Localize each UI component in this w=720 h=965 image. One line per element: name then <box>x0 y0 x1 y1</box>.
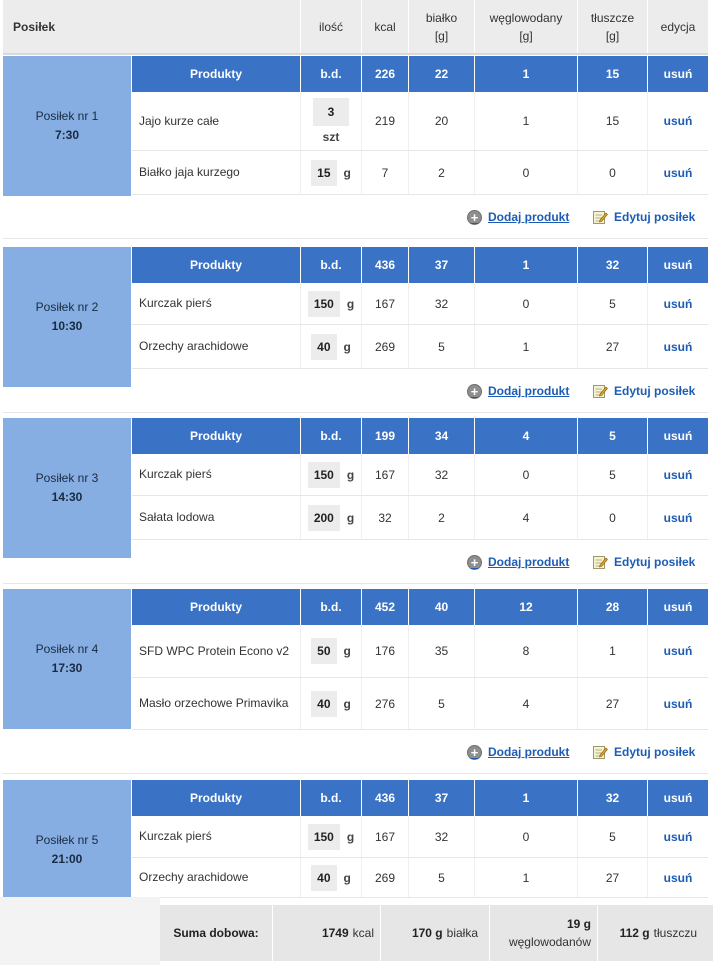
meal-name: Posiłek nr 3 <box>35 471 99 485</box>
col-header-protein-label: białko <box>425 10 458 25</box>
product-row <box>132 496 708 540</box>
products-header-carbs: 1 <box>474 56 577 92</box>
col-header-protein <box>408 0 474 53</box>
edit-note-icon <box>592 383 608 399</box>
product-fat: 15 <box>577 92 647 150</box>
meal-label <box>3 247 131 387</box>
quantity-group <box>308 505 354 531</box>
delete-product-link[interactable]: usuń <box>647 454 708 495</box>
delete-product-link[interactable]: usuń <box>647 625 708 677</box>
product-kcal: 167 <box>361 283 408 324</box>
product-name: Masło orzechowe Primavika <box>139 696 289 710</box>
products-header-fat: 32 <box>577 780 647 816</box>
products-header-protein: 37 <box>408 247 474 283</box>
product-name: Kurczak pierś <box>139 829 212 843</box>
quantity-input[interactable]: 15 <box>311 160 336 186</box>
delete-product-link[interactable]: usuń <box>647 816 708 857</box>
summary-fat <box>597 905 707 961</box>
quantity-unit: g <box>346 296 355 311</box>
add-product-link[interactable] <box>467 730 569 774</box>
product-quantity <box>300 151 361 194</box>
delete-product-link[interactable]: usuń <box>647 325 708 368</box>
product-row <box>132 858 708 898</box>
edit-note-icon <box>592 554 608 570</box>
edit-meal-label: Edytuj posiłek <box>614 210 696 224</box>
summary-carbs-value: 19 g <box>566 917 591 931</box>
delete-product-link[interactable]: usuń <box>647 283 708 324</box>
quantity-group <box>311 865 351 891</box>
product-quantity <box>300 325 361 368</box>
product-carbs: 0 <box>474 454 577 495</box>
meal-time: 21:00 <box>51 852 83 866</box>
table-header <box>3 0 708 55</box>
meal-time: 7:30 <box>54 128 80 142</box>
products-header-bd: b.d. <box>300 589 361 625</box>
delete-product-link[interactable]: usuń <box>647 858 708 897</box>
summary-label <box>160 905 272 961</box>
product-carbs: 0 <box>474 151 577 194</box>
products-header-fat: 5 <box>577 418 647 454</box>
product-kcal: 276 <box>361 678 408 729</box>
edit-meal-label: Edytuj posiłek <box>614 384 696 398</box>
add-product-label: Dodaj produkt <box>488 384 570 398</box>
quantity-input[interactable]: 40 <box>311 691 336 717</box>
meal-time: 14:30 <box>51 490 83 504</box>
products-header-row <box>132 247 708 283</box>
product-row <box>132 678 708 730</box>
products-header-bd: b.d. <box>300 418 361 454</box>
product-protein: 32 <box>408 816 474 857</box>
quantity-group <box>308 291 354 317</box>
product-name: Sałata lodowa <box>139 510 215 524</box>
add-product-label: Dodaj produkt <box>488 210 570 224</box>
product-protein: 2 <box>408 496 474 539</box>
products-header-label: Produkty <box>189 791 242 805</box>
quantity-group <box>311 638 351 664</box>
products-header-protein: 37 <box>408 780 474 816</box>
daily-summary <box>160 905 713 961</box>
product-fat: 27 <box>577 325 647 368</box>
products-header-protein: 34 <box>408 418 474 454</box>
product-quantity <box>300 625 361 677</box>
delete-product-link[interactable]: usuń <box>647 678 708 729</box>
products-header-protein: 22 <box>408 56 474 92</box>
quantity-input[interactable]: 3 <box>313 98 349 126</box>
products-header-fat: 32 <box>577 247 647 283</box>
product-protein: 5 <box>408 678 474 729</box>
add-product-label: Dodaj produkt <box>488 555 570 569</box>
product-carbs: 4 <box>474 496 577 539</box>
products-header-kcal: 436 <box>361 780 408 816</box>
product-carbs: 0 <box>474 283 577 324</box>
summary-kcal <box>272 905 380 961</box>
edit-meal-link[interactable] <box>592 540 695 584</box>
meal-label <box>3 418 131 558</box>
product-quantity <box>300 816 361 857</box>
products-header-carbs: 1 <box>474 247 577 283</box>
plus-circle-icon: + <box>467 555 482 570</box>
quantity-unit: g <box>346 467 355 482</box>
products-header-label: Produkty <box>189 67 242 81</box>
products-header-protein: 40 <box>408 589 474 625</box>
edit-note-icon <box>592 744 608 760</box>
summary-kcal-unit: kcal <box>352 926 374 940</box>
product-name: Orzechy arachidowe <box>139 339 249 353</box>
col-header-meal: Posiłek <box>13 19 56 34</box>
product-carbs: 1 <box>474 325 577 368</box>
edit-meal-link[interactable] <box>592 730 695 774</box>
quantity-input[interactable]: 40 <box>311 865 336 891</box>
meal-actions <box>3 540 708 584</box>
quantity-group <box>313 98 349 144</box>
edit-meal-link[interactable] <box>592 195 695 239</box>
product-name: Kurczak pierś <box>139 467 212 481</box>
col-header-protein-unit: [g] <box>434 28 449 43</box>
col-header-carbs-unit: [g] <box>519 28 533 43</box>
products-header-carbs: 4 <box>474 418 577 454</box>
col-header-carbs <box>474 0 577 53</box>
quantity-unit: g <box>346 510 355 525</box>
col-header-qty: ilość <box>300 0 361 53</box>
delete-product-link[interactable]: usuń <box>647 92 708 150</box>
meal-actions <box>3 730 708 774</box>
product-kcal: 176 <box>361 625 408 677</box>
product-fat: 0 <box>577 151 647 194</box>
products-header-kcal: 452 <box>361 589 408 625</box>
product-row <box>132 92 708 151</box>
product-quantity <box>300 454 361 495</box>
meal-actions <box>3 195 708 239</box>
product-fat: 5 <box>577 454 647 495</box>
products-header-fat: 15 <box>577 56 647 92</box>
quantity-group <box>308 824 354 850</box>
product-carbs: 0 <box>474 816 577 857</box>
quantity-unit: szt <box>322 130 340 144</box>
summary-fat-value: 112 g <box>619 926 650 940</box>
col-header-kcal: kcal <box>361 0 408 53</box>
plus-circle-icon: + <box>467 745 482 760</box>
quantity-input[interactable]: 50 <box>311 638 336 664</box>
meal-time: 17:30 <box>51 661 83 675</box>
edit-meal-label: Edytuj posiłek <box>614 745 696 759</box>
quantity-unit: g <box>346 829 355 844</box>
quantity-group <box>311 160 351 186</box>
products-header-label: Produkty <box>189 258 242 272</box>
products-header-row <box>132 589 708 625</box>
products-header-bd: b.d. <box>300 247 361 283</box>
product-protein: 5 <box>408 858 474 897</box>
meal-name: Posiłek nr 4 <box>35 642 99 656</box>
quantity-input[interactable]: 150 <box>308 824 340 850</box>
product-carbs: 1 <box>474 858 577 897</box>
product-carbs: 1 <box>474 92 577 150</box>
quantity-group <box>308 462 354 488</box>
product-quantity <box>300 92 361 150</box>
meal-name: Posiłek nr 2 <box>35 300 99 314</box>
product-carbs: 4 <box>474 678 577 729</box>
summary-carbs <box>489 905 597 961</box>
delete-product-link[interactable]: usuń <box>647 496 708 539</box>
col-header-fat-label: tłuszcze <box>590 10 635 25</box>
product-fat: 1 <box>577 625 647 677</box>
products-header-kcal: 226 <box>361 56 408 92</box>
products-header-delete[interactable]: usuń <box>647 418 708 454</box>
product-kcal: 167 <box>361 816 408 857</box>
add-product-link[interactable] <box>467 195 569 239</box>
meal-actions <box>3 369 708 413</box>
product-fat: 27 <box>577 678 647 729</box>
product-fat: 5 <box>577 816 647 857</box>
products-header-kcal: 199 <box>361 418 408 454</box>
product-quantity <box>300 496 361 539</box>
quantity-unit: g <box>343 644 351 658</box>
meal-time: 10:30 <box>51 319 83 333</box>
products-header-delete[interactable]: usuń <box>647 780 708 816</box>
product-kcal: 7 <box>361 151 408 194</box>
product-protein: 5 <box>408 325 474 368</box>
plus-circle-icon: + <box>467 210 482 225</box>
product-row <box>132 625 708 678</box>
quantity-input[interactable]: 200 <box>308 505 340 531</box>
product-kcal: 269 <box>361 858 408 897</box>
col-header-edit: edycja <box>647 0 708 53</box>
products-header-delete[interactable]: usuń <box>647 247 708 283</box>
product-row <box>132 151 708 195</box>
product-name: Białko jaja kurzego <box>139 165 240 179</box>
product-quantity <box>300 858 361 897</box>
products-header-bd: b.d. <box>300 56 361 92</box>
product-protein: 35 <box>408 625 474 677</box>
product-quantity <box>300 283 361 324</box>
product-carbs: 8 <box>474 625 577 677</box>
plus-circle-icon: + <box>467 384 482 399</box>
product-kcal: 219 <box>361 92 408 150</box>
quantity-group <box>311 334 351 360</box>
summary-protein-unit: białka <box>446 926 478 940</box>
product-row <box>132 454 708 496</box>
summary-fat-unit: tłuszczu <box>653 926 697 940</box>
col-header-carbs-label: węglowodany <box>489 10 563 25</box>
product-name: Orzechy arachidowe <box>139 870 249 884</box>
products-header-row <box>132 418 708 454</box>
product-quantity <box>300 678 361 729</box>
product-kcal: 32 <box>361 496 408 539</box>
product-name: Jajo kurze całe <box>139 113 220 128</box>
quantity-input[interactable]: 150 <box>308 291 340 317</box>
quantity-group <box>311 691 351 717</box>
product-protein: 20 <box>408 92 474 150</box>
meal-label <box>3 589 131 729</box>
summary-carbs-unit: węglowodanów <box>508 935 591 949</box>
quantity-unit: g <box>343 339 351 354</box>
edit-note-icon <box>592 209 608 225</box>
delete-product-link[interactable]: usuń <box>647 151 708 194</box>
quantity-unit: g <box>343 696 351 711</box>
meal-name: Posiłek nr 5 <box>35 833 99 847</box>
add-product-label: Dodaj produkt <box>488 745 570 759</box>
product-fat: 5 <box>577 283 647 324</box>
product-name: SFD WPC Protein Econo v2 <box>139 643 290 658</box>
product-row <box>132 283 708 325</box>
products-header-row <box>132 56 708 92</box>
product-kcal: 167 <box>361 454 408 495</box>
add-product-link[interactable] <box>467 369 569 413</box>
edit-meal-label: Edytuj posiłek <box>614 555 696 569</box>
products-header-carbs: 1 <box>474 780 577 816</box>
quantity-input[interactable]: 40 <box>311 334 336 360</box>
product-protein: 2 <box>408 151 474 194</box>
col-header-fat-unit: [g] <box>605 28 620 43</box>
product-name: Kurczak pierś <box>139 296 212 310</box>
summary-spacer <box>0 897 160 965</box>
add-product-link[interactable] <box>467 540 569 584</box>
product-row <box>132 325 708 369</box>
products-header-delete[interactable]: usuń <box>647 56 708 92</box>
products-header-kcal: 436 <box>361 247 408 283</box>
product-protein: 32 <box>408 283 474 324</box>
col-header-fat <box>577 0 647 53</box>
products-header-label: Produkty <box>189 429 242 443</box>
products-header-bd: b.d. <box>300 780 361 816</box>
product-kcal: 269 <box>361 325 408 368</box>
product-row <box>132 816 708 858</box>
product-fat: 0 <box>577 496 647 539</box>
summary-protein <box>380 905 489 961</box>
summary-protein-value: 170 g <box>411 926 443 940</box>
summary-label-text: Suma dobowa: <box>173 926 259 940</box>
edit-meal-link[interactable] <box>592 369 695 413</box>
products-header-carbs: 12 <box>474 589 577 625</box>
quantity-input[interactable]: 150 <box>308 462 340 488</box>
quantity-unit: g <box>343 870 351 885</box>
products-header-label: Produkty <box>189 600 242 614</box>
quantity-unit: g <box>343 165 351 180</box>
products-header-delete[interactable]: usuń <box>647 589 708 625</box>
meal-name: Posiłek nr 1 <box>35 109 99 123</box>
meal-label <box>3 56 131 196</box>
product-fat: 27 <box>577 858 647 897</box>
product-protein: 32 <box>408 454 474 495</box>
products-header-fat: 28 <box>577 589 647 625</box>
products-header-row <box>132 780 708 816</box>
summary-kcal-value: 1749 <box>321 926 349 940</box>
